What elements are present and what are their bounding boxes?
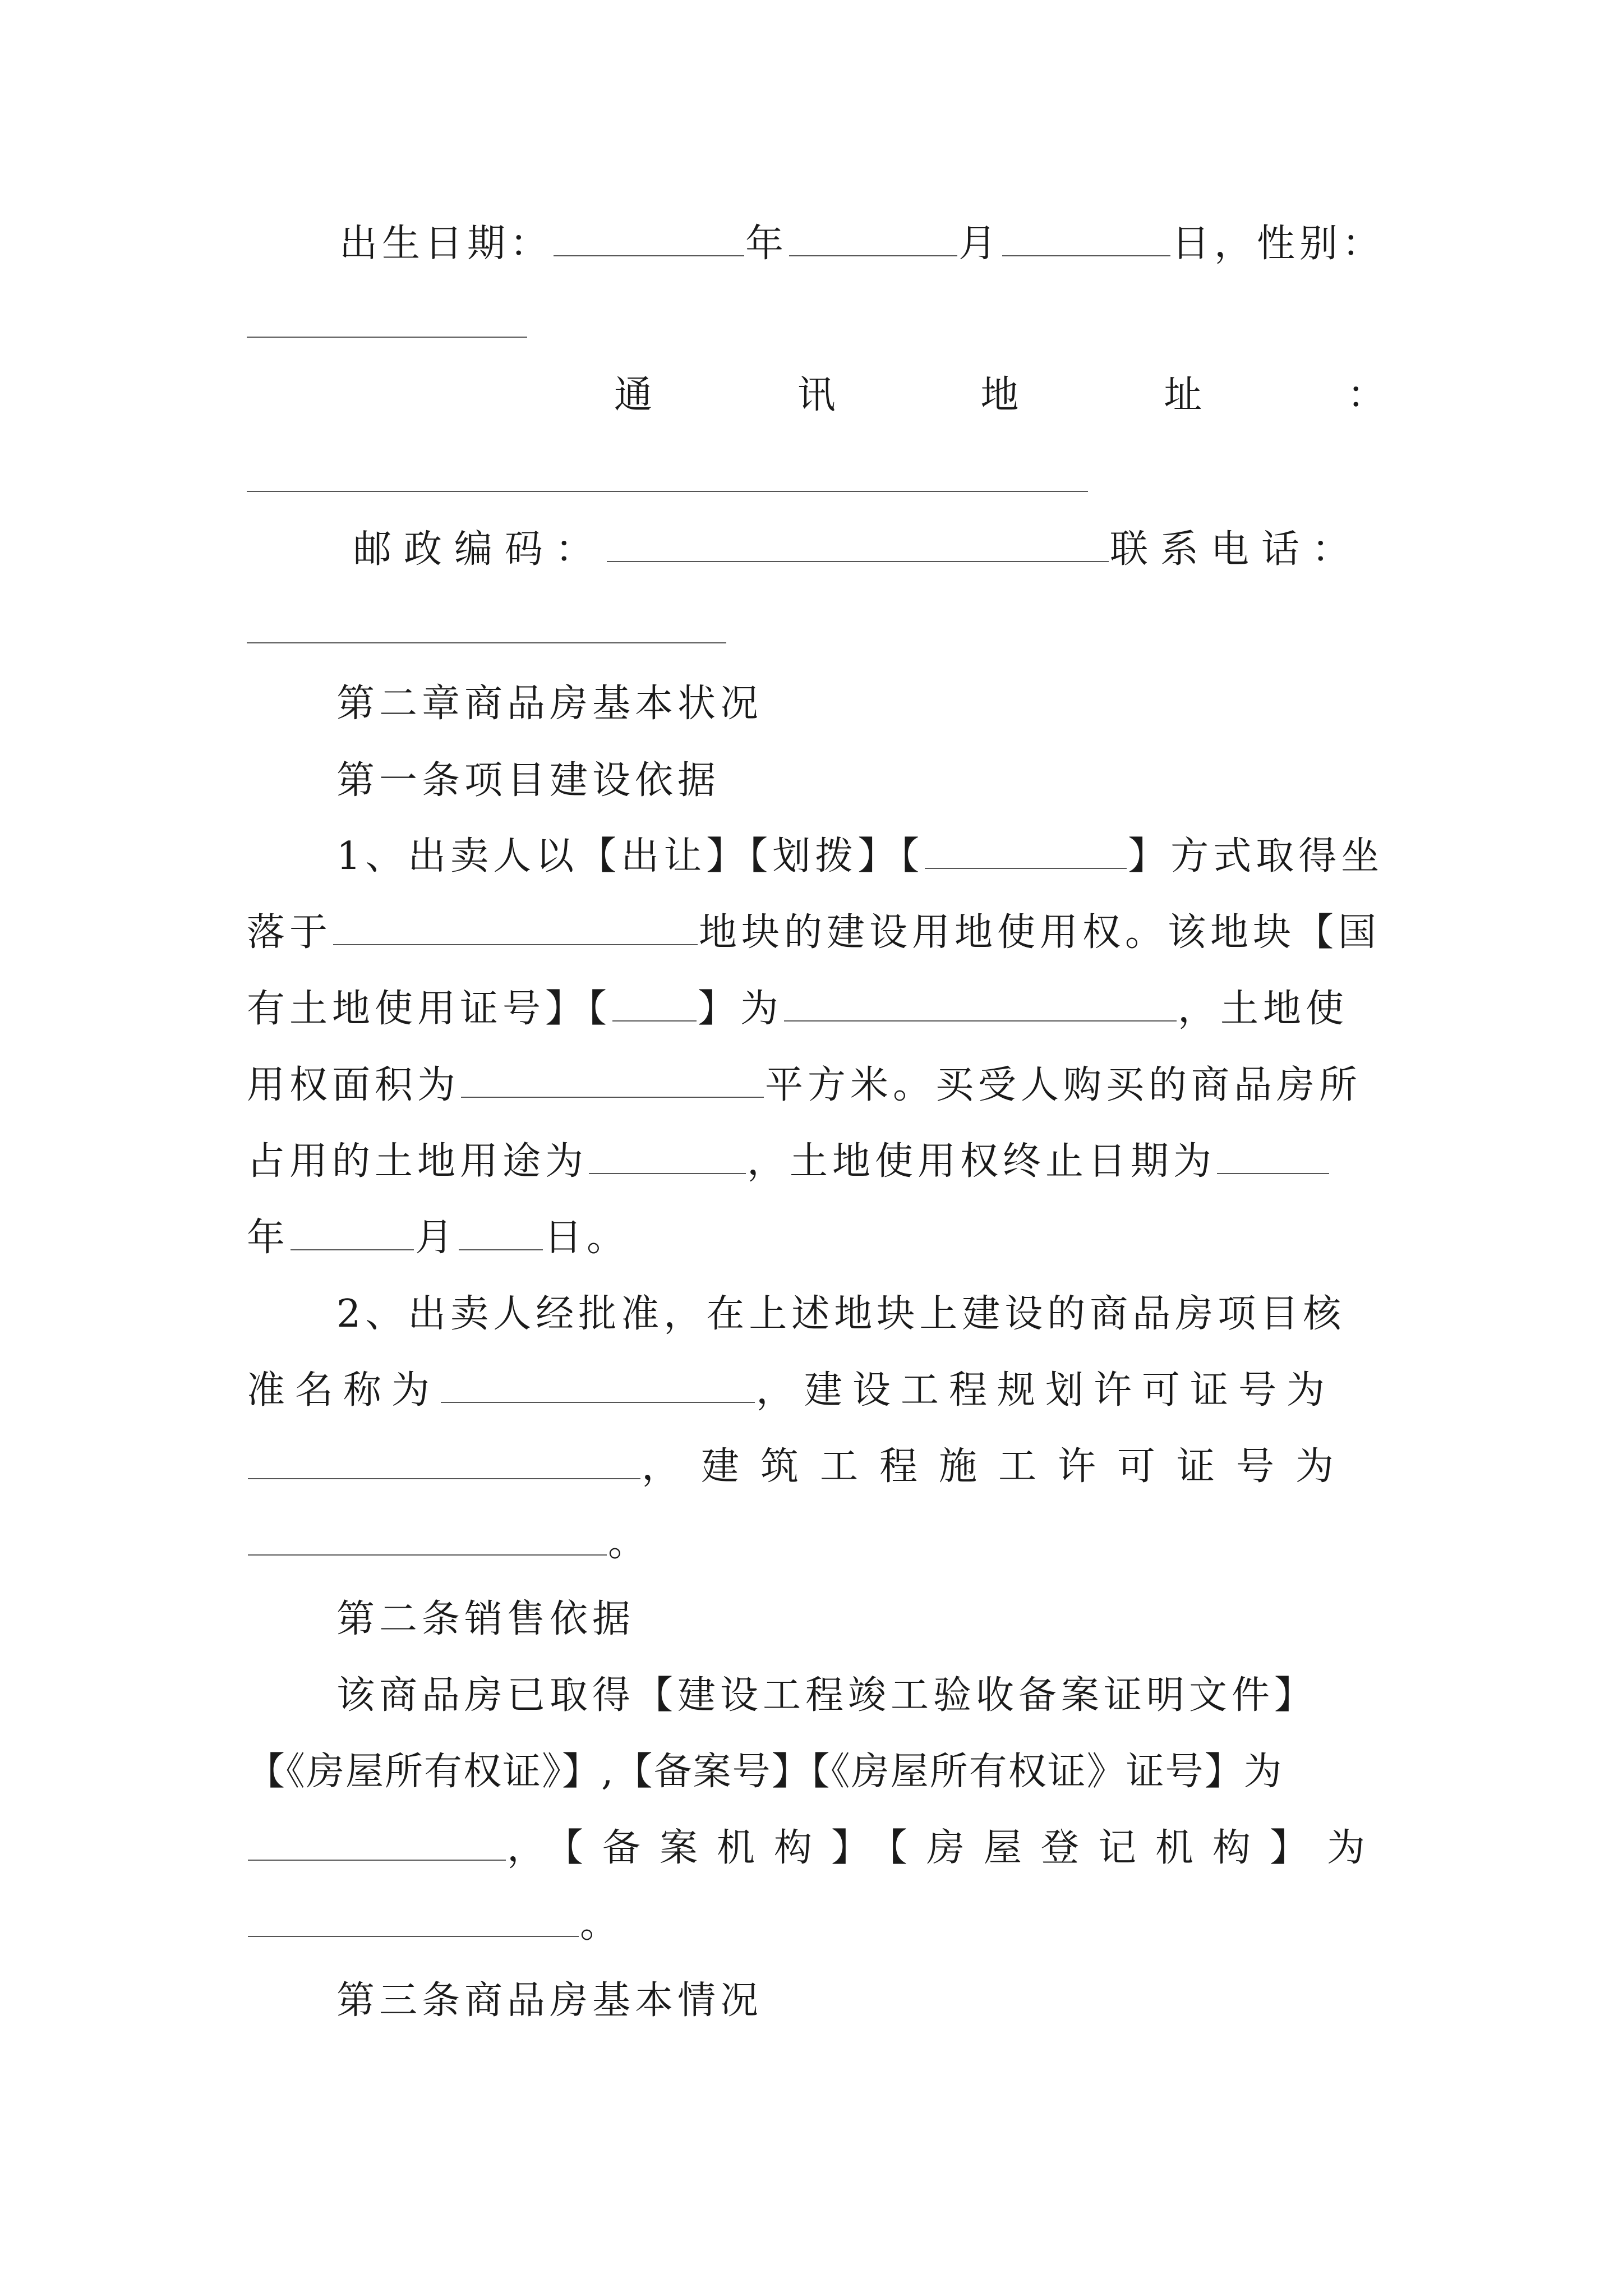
text-segment: ，【备案机构】【房屋登记机构】为 [507, 1826, 1385, 1870]
article-3-title: 第三条商品房基本情况 [336, 1978, 763, 2023]
article-1-para-1-line-3 [247, 978, 1385, 1040]
article-1-para-2-line-3 [247, 1436, 1385, 1498]
address-char-4: 址 [1164, 373, 1202, 417]
text-segment: 】方式取得坐 [1128, 834, 1384, 878]
article-2-title: 第二条销售依据 [336, 1597, 635, 1641]
record-number-blank[interactable] [248, 1827, 506, 1861]
record-authority-blank[interactable] [248, 1903, 579, 1937]
month-label: 月 [958, 222, 1002, 266]
article-1-para-2-line-2 [247, 1360, 1385, 1421]
article-1-para-1-line-5 [247, 1131, 1385, 1193]
end-day-blank[interactable] [459, 1217, 543, 1250]
land-use-blank[interactable] [589, 1140, 746, 1174]
text-segment: 用权面积为 [247, 1063, 460, 1107]
land-acquisition-blank[interactable] [925, 835, 1127, 869]
postal-code-label: 邮政编码： [353, 527, 606, 572]
planning-permit-blank[interactable] [248, 1446, 640, 1479]
end-month-blank[interactable] [291, 1217, 414, 1250]
address-char-3: 地 [980, 373, 1019, 417]
end-year-blank[interactable] [1217, 1140, 1329, 1174]
year-label: 年 [745, 222, 789, 266]
text-segment: 占用的土地用途为 [247, 1139, 588, 1184]
day-gender-label: 日，性别： [1172, 222, 1385, 266]
text-segment: 年 [247, 1216, 290, 1260]
article-1-para-2-line-4 [247, 1512, 1385, 1574]
text-segment: 。 [580, 1902, 619, 1947]
address-char-5: ： [1347, 373, 1385, 417]
text-segment: 月 [415, 1216, 458, 1260]
text-segment: 平方米。买受人购买的商品房所 [765, 1063, 1362, 1107]
birth-year-blank[interactable] [554, 223, 744, 256]
phone-blank[interactable] [247, 642, 726, 643]
text-segment: 1、出卖人以【出让】【划拨】【 [336, 834, 924, 878]
land-area-blank[interactable] [461, 1064, 764, 1098]
article-1-para-1-line-1 [336, 826, 1385, 887]
text-segment: ，土地使用权终止日期为 [747, 1139, 1216, 1184]
article-1-title: 第一条项目建设依据 [336, 758, 721, 803]
postal-phone-line [353, 519, 1385, 581]
certificate-type-blank[interactable] [612, 988, 697, 1022]
text-segment: 落于 [247, 910, 333, 955]
text-segment: 日。 [544, 1216, 630, 1260]
address-char-2: 讯 [797, 373, 836, 417]
text-segment: 】为 [698, 987, 783, 1031]
postal-code-blank[interactable] [607, 528, 1109, 562]
article-1-para-2-line-1: 2、出卖人经批准，在上述地块上建设的商品房项目核 [336, 1292, 1346, 1336]
land-location-blank[interactable] [333, 912, 698, 945]
text-segment: ，土地使 [1178, 987, 1349, 1031]
address-label-line [614, 365, 1385, 426]
phone-label: 联系电话： [1110, 527, 1363, 572]
text-segment: ，建设工程规划许可证号为 [756, 1368, 1335, 1412]
article-2-line-2: 【《房屋所有权证》】,【备案号】【《房屋所有权证》证号】为 [247, 1750, 1283, 1794]
article-2-line-4 [247, 1894, 1385, 1955]
birth-date-line [339, 213, 1385, 275]
birth-day-blank[interactable] [1002, 223, 1170, 256]
chapter-title: 第二章商品房基本状况 [336, 682, 763, 726]
text-segment: 有土地使用证号】【 [247, 987, 612, 1031]
text-segment: ，建筑工程施工许可证号为 [642, 1444, 1355, 1489]
gender-blank[interactable] [247, 337, 527, 338]
article-1-para-1-line-2 [247, 902, 1385, 964]
text-segment: 准名称为 [247, 1368, 440, 1412]
birth-month-blank[interactable] [789, 223, 957, 256]
article-1-para-1-line-6 [247, 1207, 1385, 1269]
construction-permit-blank[interactable] [248, 1522, 607, 1556]
certificate-number-blank[interactable] [784, 988, 1177, 1022]
article-2-line-3 [247, 1818, 1385, 1879]
address-char-1: 通 [614, 373, 653, 417]
text-segment: 。 [608, 1521, 647, 1565]
article-2-line-1: 该商品房已取得【建设工程竣工验收备案证明文件】 [336, 1673, 1317, 1718]
address-blank[interactable] [247, 491, 1088, 492]
birth-date-label: 出生日期： [339, 222, 553, 266]
article-1-para-1-line-4 [247, 1055, 1385, 1116]
project-name-blank[interactable] [441, 1369, 755, 1403]
text-segment: 地块的建设用地使用权。该地块【国 [699, 910, 1381, 955]
